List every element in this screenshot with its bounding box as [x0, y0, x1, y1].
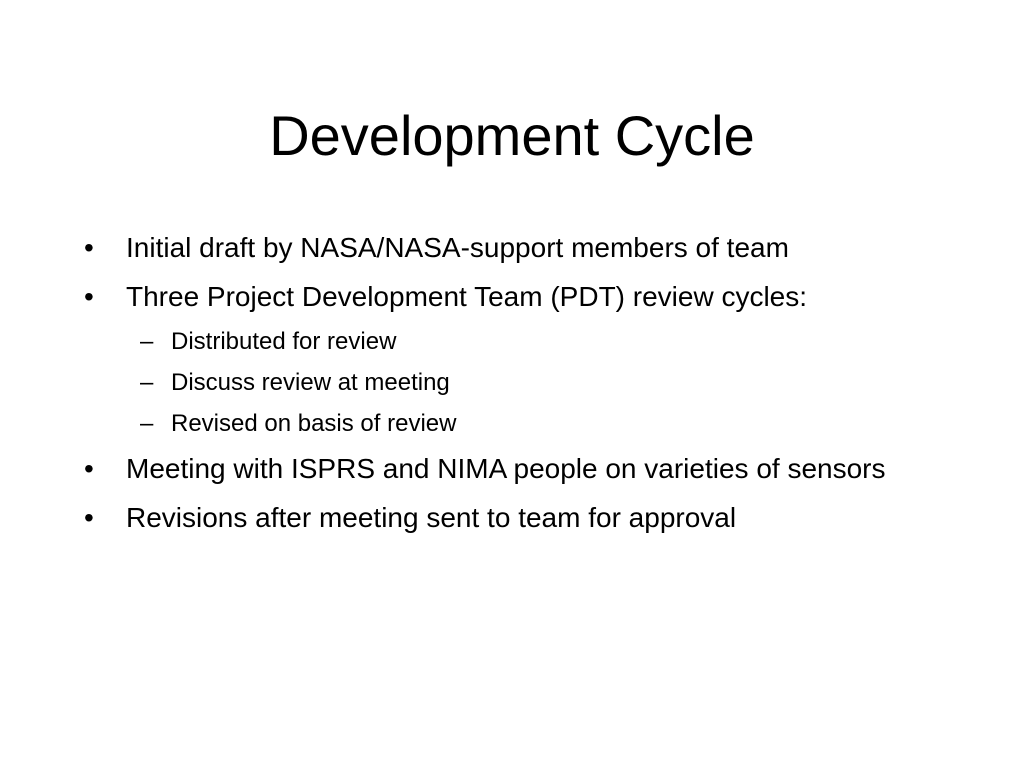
bullet-text: Meeting with ISPRS and NIMA people on varieties of sensors — [126, 453, 886, 484]
bullet-item-review-cycles — [84, 277, 964, 317]
sub-bullet-item-discuss — [84, 367, 964, 399]
sub-bullet-marker: – — [140, 328, 154, 355]
sub-bullet-item-distributed — [84, 326, 964, 358]
bullet-marker: • — [84, 232, 94, 263]
sub-bullet-marker: – — [140, 369, 154, 396]
bullet-item-initial-draft — [84, 228, 964, 268]
bullet-list — [84, 228, 964, 547]
bullet-text: Initial draft by NASA/NASA-support members of team — [126, 232, 789, 263]
bullet-text: Three Project Development Team (PDT) review cycles: — [126, 281, 808, 312]
sub-bullet-list — [84, 326, 964, 440]
bullet-text: Revisions after meeting sent to team for approval — [126, 502, 737, 533]
bullet-item-meeting — [84, 449, 964, 489]
sub-bullet-text: Discuss review at meeting — [171, 369, 450, 396]
sub-bullet-text: Distributed for review — [171, 328, 397, 355]
sub-bullet-marker: – — [140, 410, 154, 437]
slide-title: Development Cycle — [269, 104, 755, 167]
sub-bullet-item-revised — [84, 408, 964, 440]
bullet-marker: • — [84, 453, 94, 484]
sub-bullet-text: Revised on basis of review — [171, 410, 457, 437]
bullet-marker: • — [84, 502, 94, 533]
bullet-marker: • — [84, 281, 94, 312]
bullet-item-revisions — [84, 498, 964, 538]
